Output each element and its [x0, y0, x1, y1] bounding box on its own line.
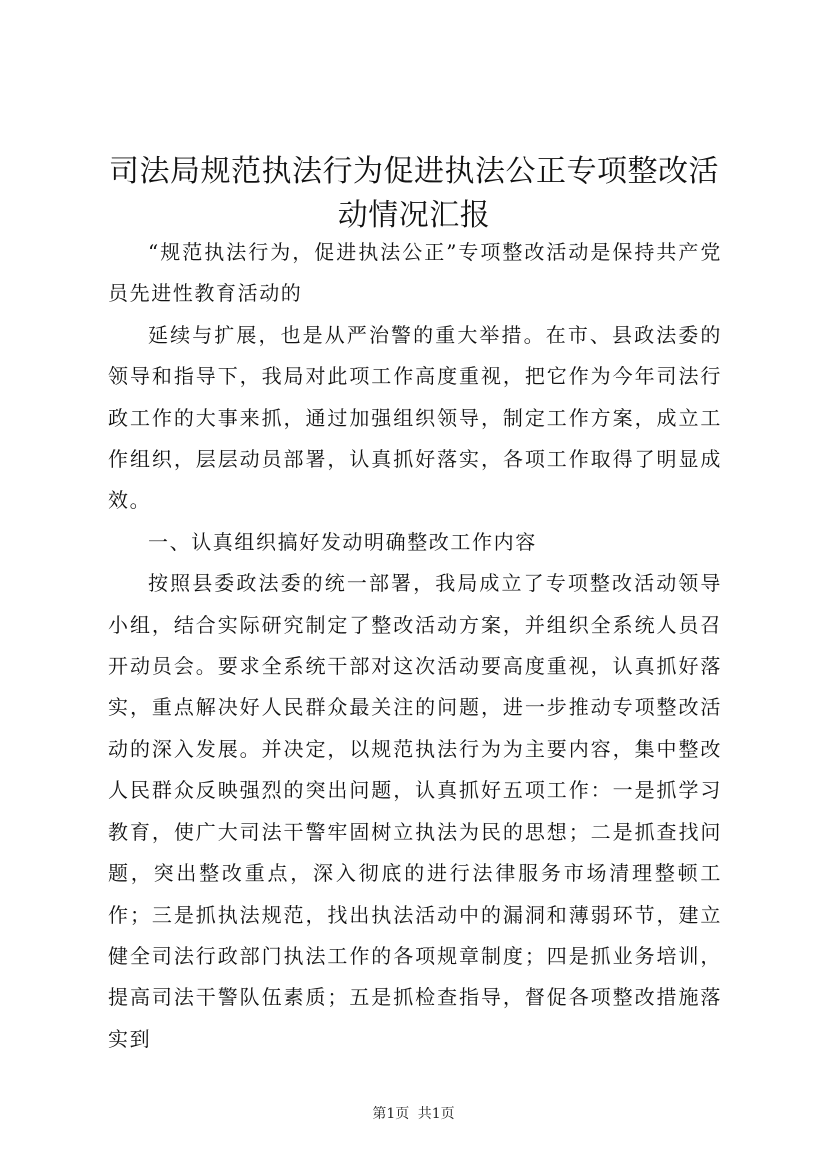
page-footer — [0, 1104, 827, 1124]
paragraph-continuation: 延续与扩展，也是从严治警的重大举措。在市、县政法委的领导和指导下，我局对此项工作高度重视，把它作为今年司法行政工作的大事来抓，通过加强组织领导，制定工作方案，成立工作组织，层层动员部署，认真抓好落实，各项工作取得了明显成效。 — [108, 322, 722, 513]
document-body — [108, 232, 722, 1060]
document-title: 司法局规范执法行为促进执法公正专项整改活动情况汇报 — [109, 154, 719, 233]
page-number: 第1页 — [372, 1106, 410, 1122]
paragraph-section-one: 按照县委政法委的统一部署，我局成立了专项整改活动领导小组，结合实际研究制定了整改活动方案，并组织全系统人员召开动员会。要求全系统干部对这次活动要高度重视，认真抓好落实，重点解决好人民群众最关注的问题，进一步推动专项整改活动的深入发展。并决定，以规范执法行为为主要内容，集中整改人民群众反映强烈的突出问题，认真抓好五项工作：一是抓学习教育，使广大司法干警牢固树立执法为民的思想；二是抓查找问题，突出整改重点，深入彻底的进行法律服务市场清理整顿工作；三是抓执法规范，找出执法活动中的漏洞和薄弱环节，建立健全司法行政部门执法工作的各项规章制度；四是抓业务培训，提高司法干警队伍素质；五是抓检查指导，督促各项整改措施落实到 — [108, 571, 722, 1051]
paragraph-intro: “规范执法行为，促进执法公正”专项整改活动是保持共产党员先进性教育活动的 — [108, 240, 722, 306]
section-heading: 一、认真组织搞好发动明确整改工作内容 — [148, 529, 537, 554]
page-total: 共1页 — [417, 1106, 455, 1122]
